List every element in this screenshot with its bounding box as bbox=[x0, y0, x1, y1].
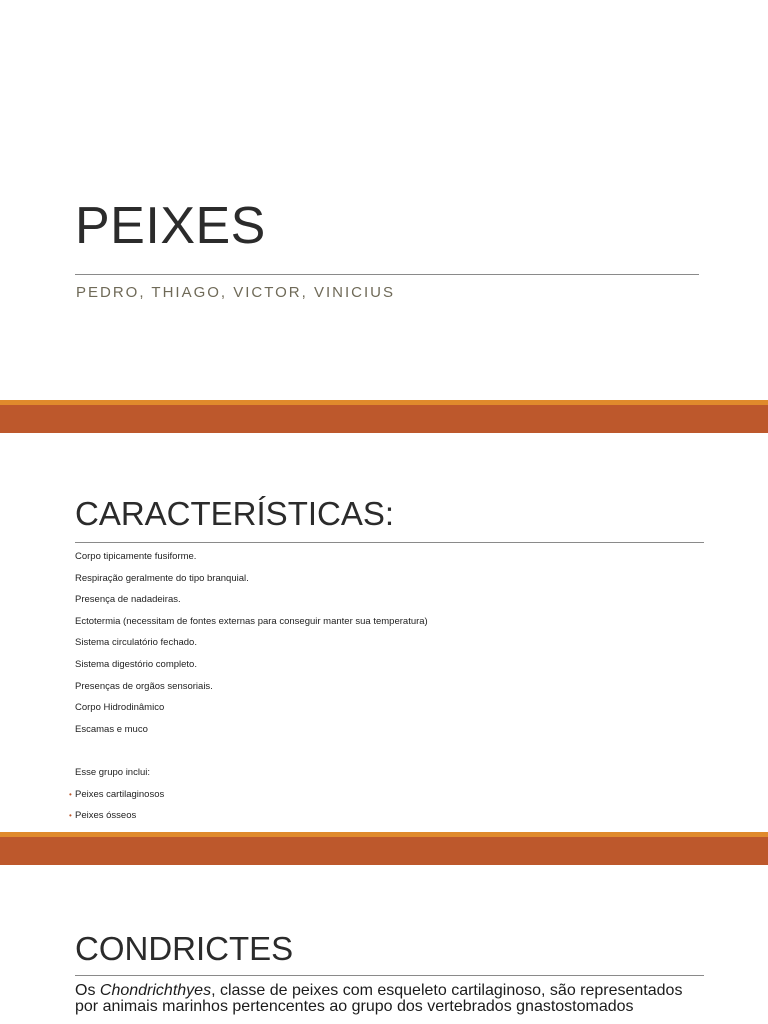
presentation-title: PEIXES bbox=[75, 197, 266, 255]
slide-heading: CONDRICTES bbox=[75, 930, 294, 967]
separator-bar bbox=[0, 837, 768, 865]
slide-separator-band bbox=[0, 400, 768, 433]
characteristics-list bbox=[75, 546, 428, 827]
group-item: • Peixes cartilaginosos bbox=[75, 784, 428, 806]
list-item: Sistema circulatório fechado. bbox=[75, 637, 197, 649]
group-item: • Peixes ósseos bbox=[75, 805, 428, 827]
list-item: Escamas e muco bbox=[75, 723, 148, 735]
list-item: Corpo Hidrodinâmico bbox=[75, 702, 165, 714]
list-item: Ectotermia (necessitam de fontes externas para conseguir manter sua temperatura) bbox=[75, 615, 428, 627]
slide-body-text bbox=[75, 983, 715, 1015]
slide-separator-band bbox=[0, 832, 768, 865]
list-item: Corpo tipicamente fusiforme. bbox=[75, 551, 197, 562]
list-spacer bbox=[75, 740, 428, 762]
separator-bar bbox=[0, 405, 768, 433]
heading-divider bbox=[75, 975, 704, 976]
body-line1-rest: , classe de peixes com esqueleto cartilaginoso, são representados bbox=[211, 982, 683, 999]
slide-caracteristicas bbox=[0, 433, 768, 832]
presentation-subtitle: PEDRO, THIAGO, VICTOR, VINICIUS bbox=[76, 284, 395, 301]
list-item: Sistema digestório completo. bbox=[75, 658, 197, 670]
title-divider bbox=[75, 274, 699, 275]
slide-title bbox=[0, 0, 768, 400]
list-item: Respiração geralmente do tipo branquial. bbox=[75, 572, 249, 584]
body-prefix: Os bbox=[75, 982, 100, 999]
list-item: Presença de nadadeiras. bbox=[75, 594, 181, 606]
slide-condrictes bbox=[0, 866, 768, 1024]
group-intro: Esse grupo inclui: bbox=[75, 766, 150, 778]
body-taxon-name: Chondrichthyes bbox=[99, 982, 212, 999]
list-item: Presenças de orgãos sensoriais. bbox=[75, 680, 213, 692]
body-line2: por animais marinhos pertencentes ao grupo dos vertebrados gnastostomados bbox=[75, 998, 634, 1015]
slide-heading: CARACTERÍSTICAS: bbox=[75, 495, 395, 532]
heading-divider bbox=[75, 542, 704, 543]
